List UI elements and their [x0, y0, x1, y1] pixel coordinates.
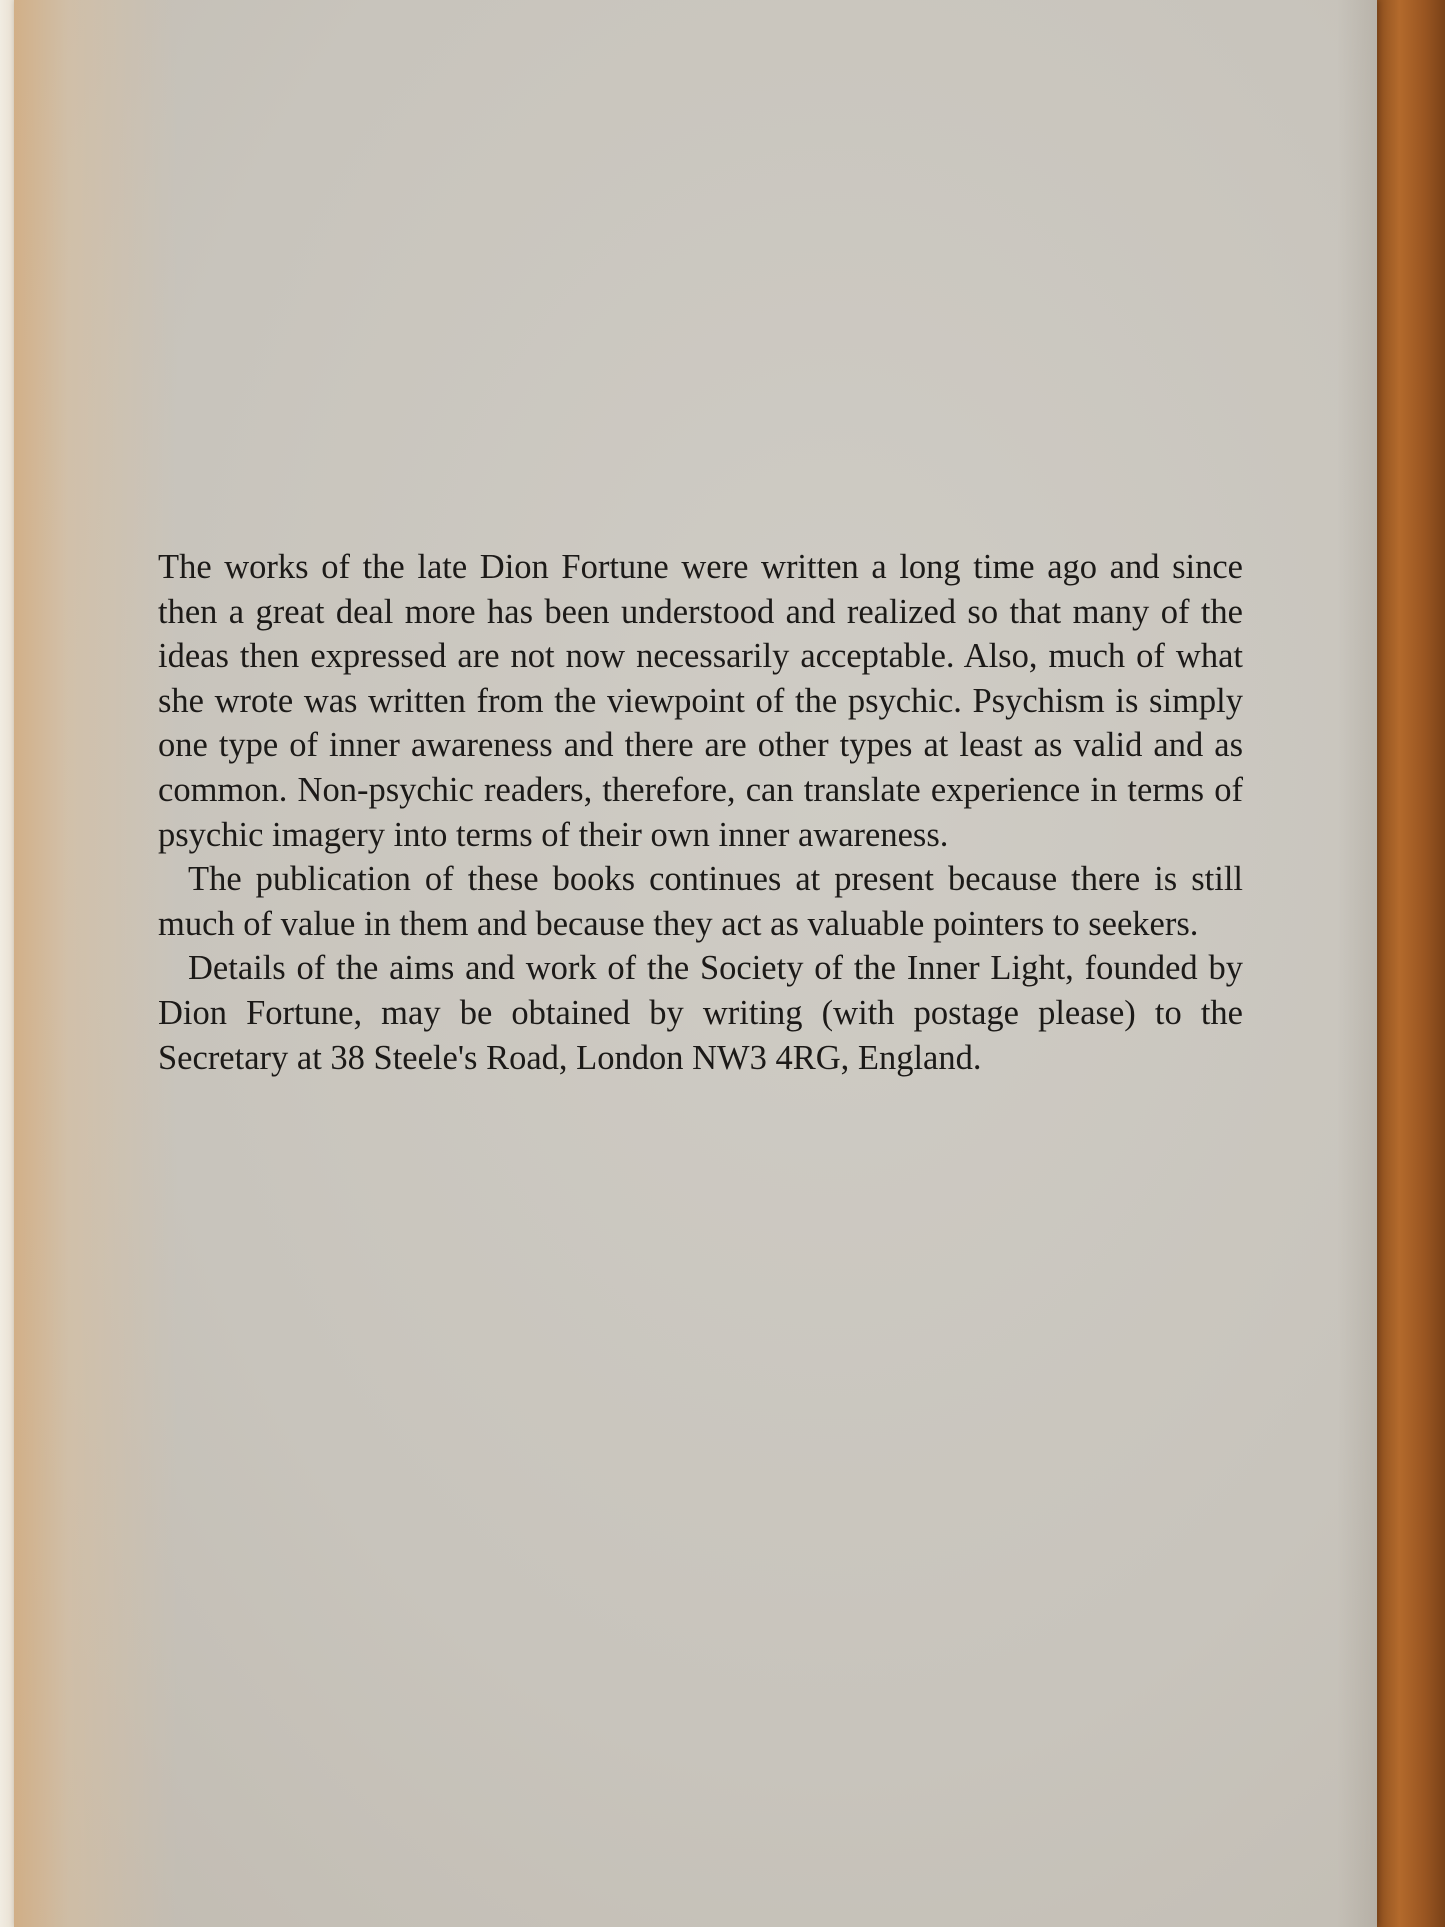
paragraph-3: Details of the aims and work of the Society of the Inner Light, founded by Dion Fortune, may be obtained by writing (with postage please) to the Secretary at 38 Steele's Road, London NW3 4RG, England.	[158, 949, 1243, 1077]
wooden-table-edge	[1375, 0, 1445, 1927]
book-page	[14, 0, 1377, 1927]
paragraph-2: The publication of these books continues at present because there is still much of value in them and because they act as valuable pointers to seekers.	[158, 860, 1243, 943]
publisher-note	[158, 545, 1243, 1080]
paragraph-1: The works of the late Dion Fortune were written a long time ago and since then a great deal more has been understood and realized so that many of the ideas then expressed are not now necessarily acceptable. Also, much of what she wrote was written from the viewpoint of the psychic. Psychism is simply one type of inner awareness and there are other types at least as valid and as common. Non-psychic readers, therefore, can translate experience in terms of psychic imagery into terms of their own inner awareness.	[158, 548, 1243, 854]
